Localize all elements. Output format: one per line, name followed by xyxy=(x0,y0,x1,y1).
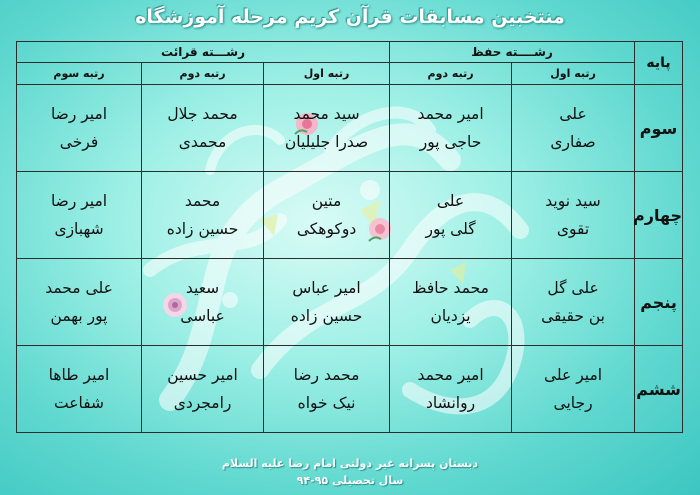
gheraat-rank1-cell xyxy=(264,85,390,172)
table-row xyxy=(17,85,683,172)
name-line: رامجردی xyxy=(173,394,232,412)
grade-column-header: پایه xyxy=(635,42,683,85)
footer xyxy=(0,455,700,489)
name-line: سید نوید xyxy=(545,192,601,210)
name-line: حسین زاده xyxy=(166,220,239,238)
name-line: محمدی xyxy=(178,133,227,151)
name-line: تقوی xyxy=(556,220,590,238)
name-line: شهبازی xyxy=(54,220,104,238)
gheraat-rank2-cell xyxy=(142,85,264,172)
name-line: علی محمد xyxy=(45,279,113,297)
name-line: گلی پور xyxy=(425,220,476,238)
gheraat-rank2-cell xyxy=(142,259,264,346)
gheraat-rank1-cell xyxy=(264,259,390,346)
table-row xyxy=(17,172,683,259)
name-line: علی xyxy=(436,192,465,210)
name-line: امیر محمد xyxy=(417,366,484,384)
hefz-rank2-cell xyxy=(390,346,512,433)
page-title: منتخبین مسابقات قرآن کریم مرحله آموزشگاه xyxy=(135,6,565,28)
name-line: امیر طاها xyxy=(48,366,110,384)
gheraat-rank3-cell xyxy=(17,259,142,346)
gheraat-rank3-cell xyxy=(17,85,142,172)
name-line: شفاعت xyxy=(54,394,105,412)
name-line: امیر حسین xyxy=(167,366,238,384)
name-line: دوکوهکی xyxy=(296,220,357,238)
name-line: صدرا جلیلیان xyxy=(284,133,369,151)
name-line: سید محمد xyxy=(293,105,360,123)
table-row xyxy=(17,259,683,346)
hefz-rank1-cell xyxy=(512,346,635,433)
name-line: علی xyxy=(559,105,587,123)
hefz-rank1-cell xyxy=(512,172,635,259)
name-line: رجایی xyxy=(553,394,593,412)
grade-label: پنجم xyxy=(635,259,683,346)
name-line: متین xyxy=(311,192,342,210)
hefz-rank2-cell xyxy=(390,85,512,172)
gheraat-rank2-header: رتبه دوم xyxy=(142,63,264,85)
table-row xyxy=(17,346,683,433)
gheraat-rank3-cell xyxy=(17,346,142,433)
gheraat-rank1-cell xyxy=(264,172,390,259)
name-line: حسین زاده xyxy=(290,307,363,325)
name-line: سعید xyxy=(185,279,220,297)
name-line: امیر علی xyxy=(544,366,603,384)
school-name: دبستان پسرانه غیر دولتی امام رضا علیه السلام xyxy=(221,457,479,470)
gheraat-rank1-header: رتبه اول xyxy=(264,63,390,85)
grade-label: چهارم xyxy=(635,172,683,259)
gheraat-rank3-cell xyxy=(17,172,142,259)
grade-label: ششم xyxy=(635,346,683,433)
results-table xyxy=(16,41,683,433)
name-line: بن حقیقی xyxy=(541,307,605,325)
name-line: امیر رضا xyxy=(50,105,108,123)
name-line: یزدیان xyxy=(430,307,471,325)
name-line: محمد رضا xyxy=(293,366,360,384)
name-line: علی گل xyxy=(547,279,599,297)
hefz-rank1-cell xyxy=(512,259,635,346)
name-line: امیر رضا xyxy=(50,192,108,210)
name-line: حاجی پور xyxy=(419,133,482,151)
hefz-rank2-cell xyxy=(390,172,512,259)
name-line: نیک خواه xyxy=(297,394,356,412)
name-line: صفاری xyxy=(550,133,596,151)
hefz-rank1-cell xyxy=(512,85,635,172)
grade-label: سوم xyxy=(635,85,683,172)
name-line: امیر محمد xyxy=(417,105,484,123)
name-line: محمد xyxy=(184,192,221,210)
name-line: روانشاد xyxy=(426,394,476,412)
gheraat-rank1-cell xyxy=(264,346,390,433)
gheraat-rank2-cell xyxy=(142,346,264,433)
gheraat-rank3-header: رتبه سوم xyxy=(17,63,142,85)
name-line: پور بهمن xyxy=(50,307,108,325)
name-line: محمد حافظ xyxy=(412,279,489,297)
gheraat-header: رشـــته قرائت xyxy=(17,42,390,63)
name-line: محمد جلال xyxy=(167,105,238,123)
hefz-rank2-header: رتبه دوم xyxy=(390,63,512,85)
name-line: عباسی xyxy=(180,307,225,325)
name-line: فرخی xyxy=(59,133,99,151)
hefz-rank2-cell xyxy=(390,259,512,346)
name-line: امیر عباس xyxy=(292,279,361,297)
gheraat-rank2-cell xyxy=(142,172,264,259)
hefz-header: رشــــته حفظ xyxy=(390,42,635,63)
academic-year: سال تحصیلی ۹۵-۹۴ xyxy=(296,474,404,487)
hefz-rank1-header: رتبه اول xyxy=(512,63,635,85)
